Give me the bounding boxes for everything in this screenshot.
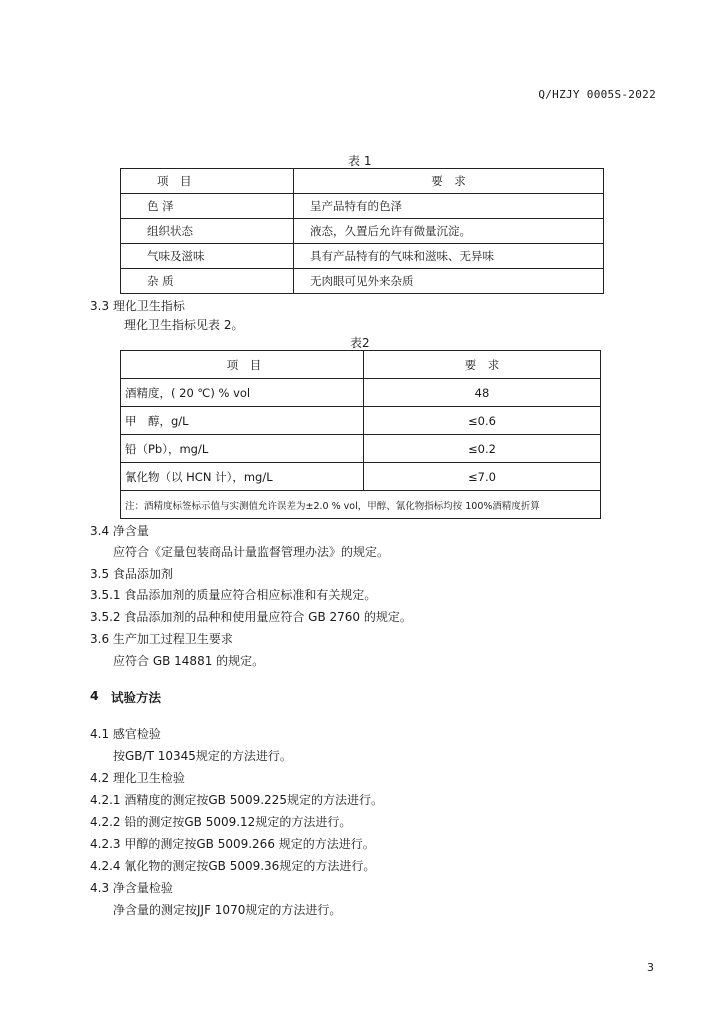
section-3-3-text: 理化卫生指标见表 2。: [124, 318, 244, 332]
table-cell: 氰化物（以 HCN 计），mg/L: [121, 463, 364, 491]
section-4-number: 4: [90, 688, 99, 703]
table-row: [121, 194, 604, 219]
table-cell: 组织状态: [121, 219, 294, 244]
table-header-cell: 项 目: [121, 169, 294, 194]
body-text-line: 4.2.3 甲醇的测定按GB 5009.266 规定的方法进行。: [90, 837, 375, 851]
table-cell: 色 泽: [121, 194, 294, 219]
section-3-4-heading: 3.4 净含量: [90, 524, 149, 538]
table-cell: ≤7.0: [364, 463, 601, 491]
table-cell: 酒精度，( 20 ℃) % vol: [121, 379, 364, 407]
body-text-line: 应符合《定量包装商品计量监督管理办法》的规定。: [113, 545, 390, 559]
section-4-1-heading: 4.1 感官检验: [90, 727, 161, 741]
table-row: [121, 219, 604, 244]
body-text-line: 净含量的测定按JJF 1070规定的方法进行。: [113, 903, 342, 917]
section-3-5-heading: 3.5 食品添加剂: [90, 567, 173, 581]
table-header-cell: 要 求: [364, 351, 601, 379]
section-4-3-heading: 4.3 净含量检验: [90, 881, 173, 895]
table1: [120, 168, 604, 294]
body-text-line: 3.5.1 食品添加剂的质量应符合相应标准和有关规定。: [90, 588, 377, 602]
table-cell: 甲 醇，g/L: [121, 407, 364, 435]
body-text-line: 3.5.2 食品添加剂的品种和使用量应符合 GB 2760 的规定。: [90, 610, 412, 624]
table-note-row: [121, 491, 601, 519]
body-text-line: 4.2.4 氰化物的测定按GB 5009.36规定的方法进行。: [90, 859, 376, 873]
document-code: Q/HZJY 0005S-2022: [538, 88, 656, 101]
section-3-3-heading: 3.3 理化卫生指标: [90, 299, 185, 313]
table1-caption: 表 1: [348, 154, 372, 168]
table-cell: ≤0.2: [364, 435, 601, 463]
table-cell: 铅（Pb），mg/L: [121, 435, 364, 463]
table-cell: 呈产品特有的色泽: [294, 194, 604, 219]
table-row: [121, 379, 601, 407]
section-4-title: 试验方法: [111, 690, 162, 705]
table-cell: 无肉眼可见外来杂质: [294, 269, 604, 294]
page-number: 3: [647, 961, 654, 974]
table-row: [121, 407, 601, 435]
table-cell: 48: [364, 379, 601, 407]
table-cell: 液态，久置后允许有微量沉淀。: [294, 219, 604, 244]
section-4-2-heading: 4.2 理化卫生检验: [90, 771, 185, 785]
section-3-6-heading: 3.6 生产加工过程卫生要求: [90, 632, 233, 646]
table-header-row: [121, 169, 604, 194]
table-row: [121, 244, 604, 269]
table-cell: 杂 质: [121, 269, 294, 294]
body-text-line: 应符合 GB 14881 的规定。: [113, 654, 265, 668]
body-text-line: 按GB/T 10345规定的方法进行。: [113, 749, 292, 763]
table-row: [121, 463, 601, 491]
body-text-line: 4.2.2 铅的测定按GB 5009.12规定的方法进行。: [90, 815, 352, 829]
table-note: 注：酒精度标签标示值与实测值允许误差为±2.0 % vol，甲醇、氰化物指标均按 100%酒精度折算: [121, 491, 601, 519]
table-header-cell: 项 目: [121, 351, 364, 379]
body-text-line: 4.2.1 酒精度的测定按GB 5009.225规定的方法进行。: [90, 793, 383, 807]
table-cell: ≤0.6: [364, 407, 601, 435]
table-header-cell: 要 求: [294, 169, 604, 194]
table2: [120, 350, 601, 519]
table-cell: 具有产品特有的气味和滋味、无异味: [294, 244, 604, 269]
table2-caption: 表2: [350, 336, 370, 350]
table-row: [121, 269, 604, 294]
table-cell: 气味及滋味: [121, 244, 294, 269]
table-row: [121, 435, 601, 463]
table-header-row: [121, 351, 601, 379]
